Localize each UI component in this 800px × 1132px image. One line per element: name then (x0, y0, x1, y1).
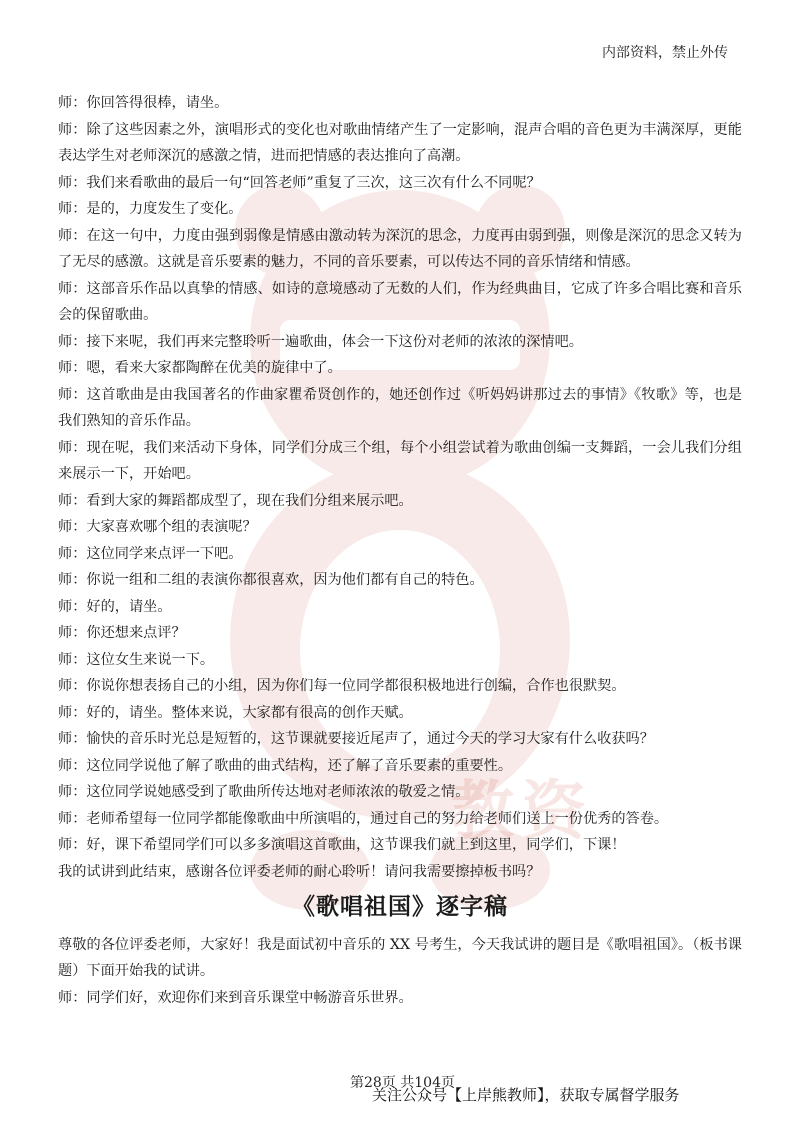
confidential-note: 内部资料，禁止外传 (602, 45, 728, 61)
paragraph: 师：嗯，看来大家都陶醉在优美的旋律中了。 (58, 360, 342, 376)
paragraph: 师：你回答得很棒，请坐。 (58, 95, 229, 111)
transcript-before (58, 90, 742, 885)
paragraph: 师：你说你想表扬自己的小组，因为你们每一位同学都很积极地进行创编，合作也很默契。 (58, 678, 626, 694)
paragraph: 师：这位同学来点评一下吧。 (58, 545, 243, 562)
paragraph: 师：你说一组和二组的表演你都很喜欢，因为他们都有自己的特色。 (58, 572, 484, 588)
paragraph: 师：在这一句中，力度由强到弱像是情感由激动转为深沉的思念，力度再由弱到强，则像是深沉的思念又转为了无尽的感激。这就是音乐要素的魅力，不同的音乐要素，可以传达不同的音乐情绪和情感。 (58, 227, 742, 270)
page-number: 第28页 共104页 (350, 1075, 455, 1091)
paragraph: 师：这首歌曲是由我国著名的作曲家瞿希贤创作的，她还创作过《听妈妈讲那过去的事情》《牧歌》等，也是我们熟知的音乐作品。 (58, 386, 742, 429)
paragraph: 师：我们来看歌曲的最后一句“回答老师”重复了三次，这三次有什么不同呢？ (58, 174, 541, 191)
section-title: 《歌唱祖国》逐字稿 (292, 894, 508, 920)
watermark-text: 教资 (450, 775, 594, 849)
paragraph: 师：这位同学说他了解了歌曲的曲式结构，还了解了音乐要素的重要性。 (58, 757, 513, 774)
paragraph: 师：好的，请坐。整体来说，大家都有很高的创作天赋。 (58, 704, 413, 721)
paragraph: 我的试讲到此结束，感谢各位评委老师的耐心聆听！请问我需要擦掉板书吗？ (58, 863, 541, 880)
paragraph: 师：现在呢，我们来活动下身体，同学们分成三个组，每个小组尝试着为歌曲创编一支舞蹈，一会儿我们分组来展示一下，开始吧。 (58, 439, 742, 482)
paragraph: 师：大家喜欢哪个组的表演呢？ (58, 519, 257, 535)
paragraph: 师：同学们好，欢迎你们来到音乐课堂中畅游音乐世界。 (58, 989, 413, 1006)
paragraph: 师：除了这些因素之外，演唱形式的变化也对歌曲情绪产生了一定影响，混声合唱的音色更为丰满深厚，更能表达学生对老师深沉的感激之情，进而把情感的表达推向了高潮。 (58, 121, 742, 164)
paragraph: 师：接下来呢，我们再来完整聆听一遍歌曲，体会一下这份对老师的浓浓的深情吧。 (58, 333, 583, 350)
paragraph: 师：你还想来点评？ (58, 625, 186, 641)
paragraph: 师：好，课下希望同学们可以多多演唱这首歌曲，这节课我们就上到这里，同学们，下课！ (58, 837, 626, 853)
paragraph: 师：愉快的音乐时光总是短暂的，这节课就要接近尾声了，通过今天的学习大家有什么收获吗？ (58, 731, 654, 747)
paragraph: 尊敬的各位评委老师，大家好！我是面试初中音乐的 XX 号考生，今天我试讲的题目是《歌唱祖国》。（板书课题）下面开始我的试讲。 (58, 936, 742, 979)
footer-promo: 关注公众号【上岸熊教师】，获取专属督学服务 (372, 1086, 680, 1104)
transcript-after (58, 932, 742, 1012)
paragraph: 师：这位女生来说一下。 (58, 651, 215, 668)
paragraph: 师：是的，力度发生了变化。 (58, 201, 243, 217)
paragraph: 师：这部音乐作品以真挚的情感、如诗的意境感动了无数的人们，作为经典曲目，它成了许多合唱比赛和音乐会的保留歌曲。 (58, 280, 742, 323)
document-body (58, 90, 742, 1011)
paragraph: 师：看到大家的舞蹈都成型了，现在我们分组来展示吧。 (58, 492, 413, 509)
paragraph: 师：老师希望每一位同学都能像歌曲中所演唱的，通过自己的努力给老师们送上一份优秀的答卷。 (58, 810, 669, 827)
paragraph: 师：好的，请坐。 (58, 598, 172, 615)
paragraph: 师：这位同学说她感受到了歌曲所传达地对老师浓浓的敬爱之情。 (58, 784, 470, 800)
